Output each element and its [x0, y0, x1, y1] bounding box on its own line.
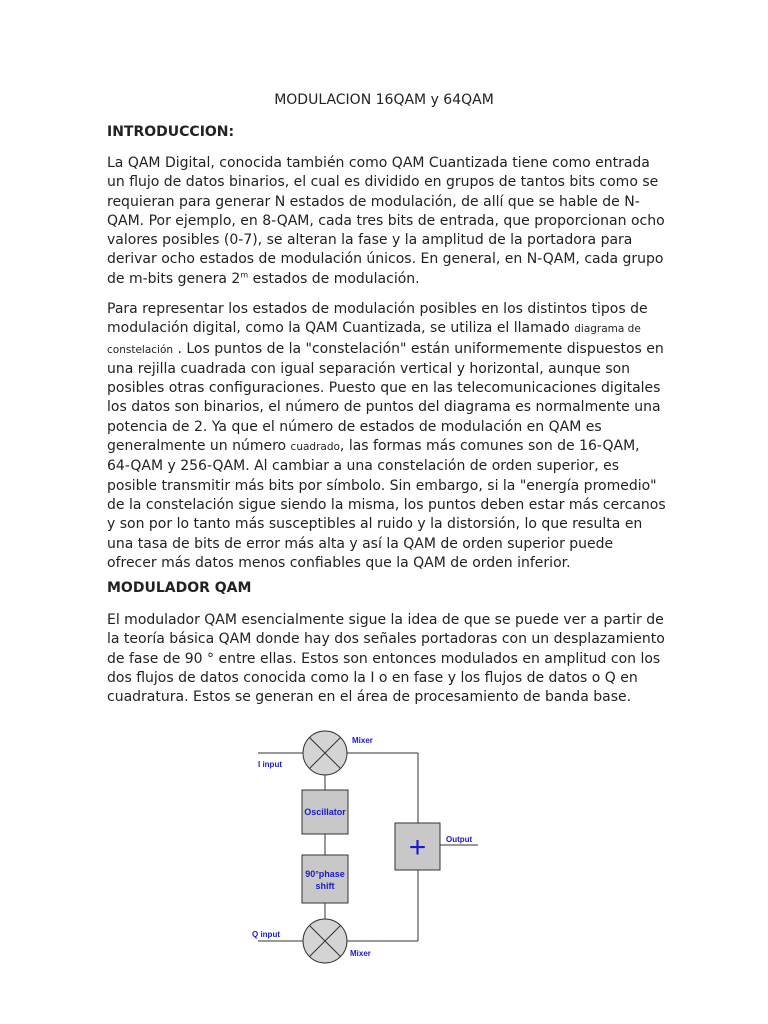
i-input-label: I input [258, 760, 282, 769]
mixer-bottom-label: Mixer [350, 949, 371, 958]
summer-plus-icon: + [408, 831, 427, 864]
square-term: cuadrado [290, 441, 340, 454]
constellation-text-3: , las formas más comunes son de 16-QAM, 64-QAM y 256-QAM. Al cambiar a una constelación de orden superior, es posible transmitir más bits por símbolo. Sin embargo, si la "energía promedio" de la constelación sigue siendo la misma, los puntos deben estar más cercanos y son por lo tanto más susceptibles al ruido y la distorsión, lo que resulta en una tasa de bits de error más alta y así la QAM de orden superior puede ofrecer más datos menos confiables que la QAM de orden inferior. [107, 438, 666, 571]
phase-shift-label-1: 90°phase [305, 869, 345, 879]
superscript-m: m [240, 270, 249, 280]
intro-paragraph [107, 154, 667, 289]
phase-shift-label-2: shift [315, 881, 335, 891]
oscillator-label: Oscillator [304, 807, 346, 817]
constellation-text-2: . Los puntos de la "constelación" están uniformemente dispuestos en una rejilla cuadrada con igual separación vertical y horizontal, aunque son posibles otras configuraciones. Puesto que en las telecomunicaciones digitales los datos son binarios, el número de puntos del diagrama es normalmente una potencia de 2. Ya que el número de estados de modulación en QAM es generalmente un número [107, 340, 664, 455]
mixer-top-icon [303, 731, 347, 775]
modulator-paragraph [107, 611, 667, 707]
document-title: MODULACION 16QAM y 64QAM [274, 92, 494, 108]
intro-text-2: estados de modulación. [248, 270, 420, 287]
constellation-term: diagrama de constelación [107, 323, 641, 356]
mixer-top-label: Mixer [352, 736, 373, 745]
qam-modulator-diagram [250, 725, 490, 970]
output-label: Output [446, 835, 473, 844]
diagram-svg [250, 725, 490, 970]
intro-heading: INTRODUCCION: [107, 124, 235, 140]
constellation-text-1: Para representar los estados de modulación posibles en los distintos tipos de modulación digital, como la QAM Cuantizada, se utiliza el llamado [107, 301, 648, 337]
modulator-heading: MODULADOR QAM [107, 580, 252, 596]
constellation-paragraph [107, 300, 667, 573]
mixer-bottom-icon [303, 919, 347, 963]
modulator-text: El modulador QAM esencialmente sigue la idea de que se puede ver a partir de la teoría básica QAM donde hay dos señales portadoras con un desplazamiento de fase de 90 ° entre ellas. Estos son entonces modulados en amplitud con los dos flujos de datos conocida como la I o en fase y los flujos de datos o Q en cuadratura. Estos se generan en el área de procesamiento de banda base. [107, 612, 665, 706]
intro-text-1: La QAM Digital, conocida también como QAM Cuantizada tiene como entrada un flujo de datos binarios, el cual es dividido en grupos de tantos bits como se requieran para generar N estados de modulación, de allí que se hable de N-QAM. Por ejemplo, en 8-QAM, cada tres bits de entrada, que proporcionan ocho valores posibles (0-7), se alteran la fase y la amplitud de la portadora para derivar ocho estados de modulación únicos. En general, en N-QAM, cada grupo de m-bits genera 2 [107, 155, 665, 287]
q-input-label: Q input [252, 930, 280, 939]
phase-shift-box [302, 855, 348, 903]
